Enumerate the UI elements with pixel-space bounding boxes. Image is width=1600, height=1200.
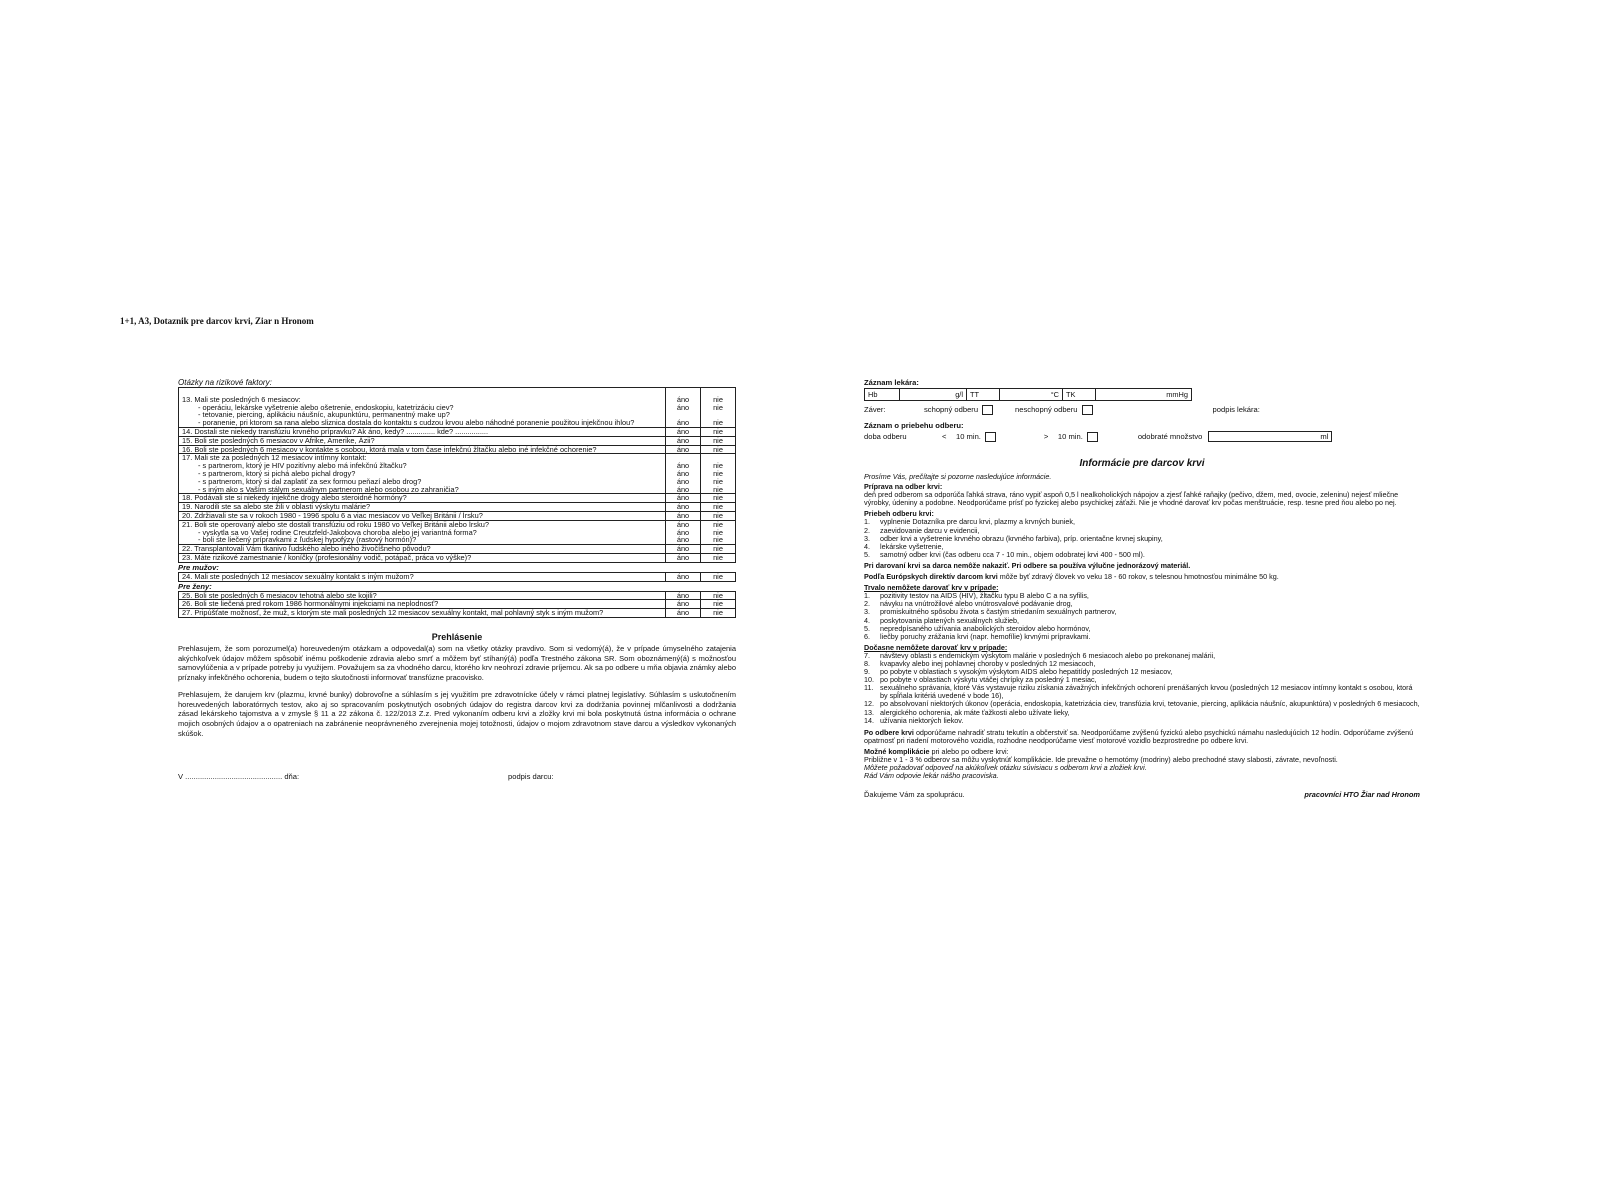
question-17a: - s partnerom, ktorý je HIV pozitívny alebo má infekčnú žltačku? — [198, 461, 407, 471]
question-row-27 — [179, 609, 736, 618]
less-than-sign: < — [942, 432, 947, 441]
no-option[interactable]: nie — [713, 418, 723, 428]
question-21b: - boli ste liečený prípravkami z ľudskej hypofýzy (rastový hormón)? — [198, 535, 417, 545]
permanent-item-text: poskytovania platených sexuálnych služieb, — [880, 615, 1020, 625]
yes-option[interactable]: áno — [676, 527, 690, 537]
permanent-item-number: 6. — [864, 631, 870, 641]
process-list — [864, 518, 1420, 558]
question-16: 16. Boli ste posledných 6 mesiacov v kontakte s osobou, ktorá mala v tom čase infekčnú žltačku alebo iné infekčné ochorenie? — [179, 445, 666, 454]
question-21a: - vyskytla sa vo Vašej rodine Creutzfeld-Jakobova choroba alebo jej variantná forma? — [198, 527, 477, 537]
complications-bold: Možné komplikácie — [864, 746, 930, 756]
doctor-signature-field[interactable]: podpis lekára: — [1212, 405, 1260, 414]
doctor-record-title: Záznam lekára: — [864, 378, 919, 387]
question-23: 23. Máte rizikové zamestnanie / koníčky (profesionálny vodič, potápač, práca vo výške)? — [179, 553, 666, 562]
yes-option[interactable]: áno — [676, 535, 690, 545]
complications-detail: Približne v 1 - 3 % odberov sa môžu vyskytnúť komplikácie. Ide prevažne o hemotómy (modriny) alebo prechodné stavy slabosti, závrate, nevoľnosti. — [864, 755, 1338, 764]
prep-text: deň pred odberom sa odporúča ľahká strava, ráno vypiť aspoň 0,5 l nealkoholických nápojov a zjesť ľahké raňajky (pečivo, džem, med, ovocie, zeleninu) nejesť mliečne výrobky, údeniny a podobne. Neodporúčame prísť po fyzickej alebo psychickej záťaži. Nie je vhodné darovať krv počas menštruácie, resp. tesne pred ňou alebo po nej. — [864, 490, 1399, 508]
question-row-17 — [179, 454, 736, 494]
permanent-list — [864, 592, 1420, 641]
yes-option[interactable]: áno — [676, 519, 690, 529]
question-27: 27. Pripúšťate možnosť, že muž, s ktorým ste mali posledných 12 mesiacov sexuálny kontakt, mal pohlavný styk s iným mužom? — [179, 609, 666, 618]
no-option[interactable]: nie — [701, 600, 736, 609]
eu-note-text: môže byť zdravý človek vo veku 18 - 60 rokov, s telesnou hmotnosťou minimálne 50 kg. — [999, 572, 1279, 582]
process-title: Priebeh odberu krvi: — [864, 509, 934, 519]
no-option[interactable]: nie — [713, 535, 723, 545]
no-option[interactable]: nie — [701, 427, 736, 436]
tk-label: TK — [1063, 389, 1096, 400]
information-page — [864, 378, 1420, 799]
question-22: 22. Transplantovali Vám tkanivo ľudského alebo iného živočíšneho pôvodu? — [179, 545, 666, 554]
yes-option[interactable]: áno — [666, 511, 701, 520]
amount-field[interactable]: ml — [1208, 431, 1332, 442]
info-intro: Prosíme Vás, prečítajte si pozorne nasledujúce informácie. — [864, 472, 1052, 481]
yes-option[interactable]: áno — [666, 553, 701, 562]
men-section-label: Pre mužov: — [178, 562, 219, 572]
process-item — [864, 535, 1420, 543]
temporary-item-text: kvapavky alebo inej pohlavnej choroby v posledných 12 mesiacoch, — [880, 658, 1096, 668]
unfit-label: neschopný odberu — [1015, 405, 1078, 414]
process-item-number: 2. — [864, 525, 870, 535]
temporary-title: Dočasne nemôžete darovať krv v prípade: — [864, 642, 1008, 652]
question-17b: - s partnerom, ktorý si pichá alebo pichal drogy? — [198, 468, 356, 478]
yes-option[interactable]: áno — [676, 394, 690, 404]
yes-option[interactable]: áno — [676, 402, 690, 412]
yes-option[interactable]: áno — [676, 484, 690, 494]
permanent-item-number: 5. — [864, 623, 870, 633]
after-collection-bold: Po odbere krvi — [864, 727, 914, 737]
process-item-number: 5. — [864, 549, 870, 559]
temporary-list — [864, 652, 1420, 725]
yes-option[interactable]: áno — [676, 476, 690, 486]
declaration-paragraph-1: Prehlasujem, že som porozumel(a) horeuvedeným otázkam a odpovedal(a) som na všetky otázky pravdivo. Som si vedomý(á), že v prípade úmyselného zatajenia akýchkoľvek údajov môžem spôsobiť inému poškodenie zdravia alebo smrť a môžem byť stíhaný(á) podľa Trestného zákona SR. Som oboznámený(á) s možnosťou samovylúčenia a v prípade potreby ju využijem. Považujem sa za vhodného darcu, ktorého krv neohrozí zdravie príjemcu. Ak sa po odbere u mňa objavia známky alebo príznaky infekčného ochorenia, budem o tejto skutočnosti informovať transfúzne pracovisko. — [178, 643, 736, 682]
question-row-14 — [179, 427, 736, 436]
question-13b: - tetovanie, piercing, aplikáciu náušníc, akupunktúru, permanentný make up? — [198, 410, 450, 420]
temporary-item-text: užívania niektorých liekov. — [880, 715, 964, 725]
question-17: 17. Mali ste za posledných 12 mesiacov intímny kontakt: — [182, 453, 367, 463]
permanent-item-text: návyku na vnútrožilové alebo vnútrosvalové podávanie drog, — [880, 599, 1073, 609]
no-option[interactable]: nie — [713, 402, 723, 412]
duration-label: doba odberu — [864, 432, 907, 441]
question-row-24 — [179, 572, 736, 581]
women-questions-table — [178, 591, 736, 618]
no-option[interactable]: nie — [713, 394, 723, 404]
permanent-item-text: nepredpísaného užívania anabolických steroidov alebo hormónov, — [880, 623, 1091, 633]
doctor-answer-note: Rád Vám odpovie lekár nášho pracoviska. — [864, 771, 999, 781]
duration-row — [864, 431, 1420, 442]
permanent-item-number: 3. — [864, 607, 870, 617]
risk-questions-table — [178, 387, 736, 563]
question-15: 15. Boli ste posledných 6 mesiacov v Afrike, Amerike, Ázii? — [179, 436, 666, 445]
under-ten-min-label: 10 min. — [956, 432, 981, 441]
info-body — [864, 473, 1420, 780]
question-17c: - s partnerom, ktorý si dal zaplatiť za sex formou peňazí alebo drog? — [198, 476, 422, 486]
yes-option[interactable]: áno — [676, 461, 690, 471]
under-ten-min-checkbox[interactable] — [985, 432, 996, 442]
question-21: 21. Boli ste operovaný alebo ste dostali transfúziu od roku 1980 vo Veľkej Británii alebo Írsku? — [182, 519, 489, 529]
info-footer — [864, 790, 1420, 799]
permanent-item-text: pozitivity testov na AIDS (HIV), žltačku typu B alebo C a na syfilis, — [880, 591, 1089, 601]
process-item-text: samotný odber krvi (čas odberu cca 7 - 10 min., objem odobratej krvi 400 - 500 ml). — [880, 549, 1145, 559]
declaration-paragraph-2: Prehlasujem, že darujem krv (plazmu, krvné bunky) dobrovoľne a súhlasím s jej využitím pre zdravotnícke účely v rámci platnej legislatívy. Súhlasím s uskutočnením horeuvedených laboratórnych testov, ako aj so spracovaním poskytnutých osobných údajov do registra darcov krvi za dodržania povinnej mlčanlivosti a dodržania zásad lekárskeho tajomstva a v zmysle § 11 a 22 zákona č. 122/2013 Z.z. Pred vykonaním odberu krvi a zložky krvi mi bola poskytnutá ústna informácia o ochrane mojich osobných údajov a o opatreniach na zabránenie neoprávneného zverejnenia mojej totožnosti, údajov o mojom zdravotnom stave darcu a výsledkov vykonaných skúšok. — [178, 690, 736, 738]
tk-field[interactable]: mmHg — [1166, 390, 1188, 399]
complications-label: pri alebo po odbere krvi: — [931, 746, 1009, 756]
no-option[interactable]: nie — [713, 468, 723, 478]
question-row-23 — [179, 553, 736, 562]
question-13: 13. Mali ste posledných 6 mesiacov: — [182, 394, 301, 404]
question-17d: - s iným ako s Vaším stálym sexuálnym partnerom alebo osobou zo zahraničia? — [198, 484, 459, 494]
amount-label: odobraté množstvo — [1137, 432, 1203, 441]
permanent-item — [864, 633, 1420, 641]
question-13a: - operáciu, lekárske vyšetrenie alebo ošetrenie, endoskopiu, katetrizáciu ciev? — [198, 402, 454, 412]
permanent-item-number: 1. — [864, 591, 870, 601]
question-13c: - poranenie, pri ktorom sa rana alebo sliznica dostala do kontaktu s cudzou krvou alebo náhodné poranenie použitou injekčnou ihlou? — [198, 418, 635, 428]
thanks-text: Ďakujeme Vám za spoluprácu. — [864, 790, 965, 800]
permanent-item-text: liečby poruchy zrážania krvi (napr. hemofílie) krvnými prípravkami. — [880, 631, 1091, 641]
no-option[interactable]: nie — [701, 436, 736, 445]
temporary-item-number: 8. — [864, 658, 870, 668]
no-option[interactable]: nie — [713, 476, 723, 486]
no-option[interactable]: nie — [713, 519, 723, 529]
no-infection-note: Pri darovaní krvi sa darca nemôže nakaziť. Pri odbere sa používa výlučne jednorázový materiál. — [864, 560, 1191, 570]
risk-factors-title: Otázky na rizikové faktory: — [178, 378, 272, 387]
temporary-item-number: 13. — [864, 707, 874, 717]
no-option[interactable]: nie — [713, 527, 723, 537]
signature-row — [178, 772, 736, 781]
eu-note — [864, 573, 1420, 581]
yes-option[interactable]: áno — [666, 609, 701, 618]
yes-option[interactable]: áno — [666, 600, 701, 609]
document-header: 1+1, A3, Dotaznik pre darcov krvi, Ziar n Hronom — [120, 316, 314, 326]
temporary-item — [864, 684, 1420, 700]
no-option[interactable]: nie — [701, 503, 736, 512]
yes-option[interactable]: áno — [666, 436, 701, 445]
temporary-item-text: návštevy oblasti s endemickým výskytom malárie v posledných 6 mesiacoch alebo po prekonanej malárii, — [880, 650, 1216, 660]
no-option[interactable]: nie — [701, 591, 736, 600]
process-item-text: vyplnenie Dotazníka pre darcu krvi, plazmy a krvných buniek, — [880, 517, 1075, 527]
greater-than-sign: > — [1043, 432, 1049, 441]
prep-title: Príprava na odber krvi: — [864, 482, 943, 492]
after-collection-text: odporúčame nahradiť stratu tekutín a občerstviť sa. Neodporúčame zvýšenú fyzickú alebo psychickú námahu nasledujúcich 12 hodín. Odporúčame zvýšenú opatrnosť pri riadení motorového vozidla, rozhodne neodporúčame viesť motorové vozidlo bezprostredne po odbere krvi. — [864, 727, 1414, 745]
after-collection-note — [864, 729, 1420, 745]
no-option[interactable]: nie — [701, 494, 736, 503]
temporary-item-number: 9. — [864, 667, 870, 677]
no-option[interactable]: nie — [713, 484, 723, 494]
no-option[interactable]: nie — [701, 553, 736, 562]
questions-note: Môžete požadovať odpoveď na akúkoľvek otázku súvisiacu s odberom krvi a zložiek krvi. — [864, 763, 1147, 773]
yes-option[interactable]: áno — [666, 545, 701, 554]
question-row-15 — [179, 436, 736, 445]
process-item-text: lekárske vyšetrenie, — [880, 541, 944, 551]
process-item-number: 3. — [864, 533, 870, 543]
no-option[interactable]: nie — [701, 445, 736, 454]
unfit-checkbox[interactable] — [1082, 405, 1093, 415]
process-item-text: odber krvi a vyšetrenie krvného obrazu (krvného farbiva), príp. orientačne krvnej skupiny, — [880, 533, 1163, 543]
yes-option[interactable]: áno — [666, 494, 701, 503]
women-section-label: Pre ženy: — [178, 581, 212, 591]
question-24: 24. Mali ste posledných 12 mesiacov sexuálny kontakt s iným mužom? — [179, 572, 666, 581]
permanent-item-number: 2. — [864, 599, 870, 609]
conclusion-row — [864, 404, 1420, 415]
question-20: 20. Zdržiavali ste sa v rokoch 1980 - 1996 spolu 6 a viac mesiacov vo Veľkej Británii / Írsku? — [179, 511, 666, 520]
fit-checkbox[interactable] — [982, 405, 993, 415]
collection-record-title: Záznam o priebehu odberu: — [864, 421, 964, 430]
permanent-title: Trvalo nemôžete darovať krv v prípade: — [864, 583, 999, 593]
no-option[interactable]: nie — [701, 609, 736, 618]
permanent-item-text: promiskuitného spôsobu života s častým striedaním sexuálnych partnerov, — [880, 607, 1117, 617]
declaration-title: Prehlásenie — [431, 631, 483, 642]
temporary-item-text: sexuálneho správania, ktoré Vás vystavuje riziku získania závažných infekčných ochorení prenášaných krvou (posledných 12 mesiacov intímny kontakt s osobou, ktorá by spĺňala kritériá uvedené v bode 16), — [880, 683, 1413, 701]
temporary-item-number: 7. — [864, 650, 870, 660]
info-title: Informácie pre darcov krvi — [1079, 458, 1205, 469]
question-25: 25. Boli ste posledných 6 mesiacov tehotná alebo ste kojili? — [179, 591, 666, 600]
permanent-item-number: 4. — [864, 615, 870, 625]
vitals-row — [864, 388, 1192, 401]
temporary-item-number: 12. — [864, 699, 874, 709]
temporary-item-number: 14. — [864, 715, 874, 725]
hb-label: Hb — [865, 389, 900, 400]
over-ten-min-checkbox[interactable] — [1087, 432, 1098, 442]
temporary-item — [864, 717, 1420, 725]
temporary-item-text: alergického ochorenia, ak máte ťažkosti alebo užívate lieky, — [880, 707, 1070, 717]
temporary-item-text: po pobyte v oblastiach výskytu vtáčej chrípky za posledný 1 mesiac, — [880, 675, 1097, 685]
eu-note-bold: Podľa Európskych direktív darcom krvi — [864, 572, 998, 582]
conclusion-label: Záver: — [864, 405, 886, 414]
yes-option[interactable]: áno — [666, 427, 701, 436]
yes-option[interactable]: áno — [676, 418, 690, 428]
process-item-number: 1. — [864, 517, 870, 527]
yes-option[interactable]: áno — [666, 572, 701, 581]
yes-option[interactable]: áno — [666, 445, 701, 454]
tt-field[interactable]: °C — [1000, 389, 1063, 400]
questionnaire-page — [178, 378, 736, 781]
temporary-item-number: 10. — [864, 675, 874, 685]
no-option[interactable]: nie — [701, 572, 736, 581]
process-item — [864, 551, 1420, 559]
yes-option[interactable]: áno — [666, 591, 701, 600]
hb-field[interactable]: g/l — [900, 389, 967, 400]
donor-signature-field[interactable]: podpis darcu: — [508, 772, 554, 782]
yes-option[interactable]: áno — [666, 503, 701, 512]
no-option[interactable]: nie — [701, 511, 736, 520]
question-14: 14. Dostali ste niekedy transfúziu krvného prípravku? Ak áno, kedy? .............. kde? ................ — [179, 427, 666, 436]
temporary-item-text: po pobyte v oblastiach s vysokým výskytom AIDS alebo hepatitídy posledných 12 mesiacov, — [880, 667, 1173, 677]
no-option[interactable]: nie — [701, 545, 736, 554]
process-item-number: 4. — [864, 541, 870, 551]
question-row-21 — [179, 520, 736, 544]
temporary-item-text: po absolvovaní niektorých úkonov (operácia, endoskopia, katetrizácia ciev, transfúzia krvi, tetovanie, piercing, aplikácia náušníc, akupunktúra) v posledných 6 mesiacoch, — [880, 699, 1420, 709]
over-ten-min-label: 10 min. — [1057, 432, 1083, 441]
no-option[interactable]: nie — [713, 461, 723, 471]
question-row-13 — [179, 388, 736, 428]
men-questions-table — [178, 572, 736, 582]
place-date-field[interactable]: V .............................................. dňa: — [178, 772, 300, 782]
staff-signature: pracovníci HTO Žiar nad Hronom — [1304, 790, 1420, 800]
question-26: 26. Boli ste liečená pred rokom 1986 hormonálnymi injekciami na neplodnosť? — [179, 600, 666, 609]
fit-label: schopný odberu — [924, 405, 979, 414]
temporary-item-number: 11. — [864, 683, 874, 693]
process-item-text: zaevidovanie darcu v evidencii, — [880, 525, 980, 535]
question-18: 18. Podávali ste si niekedy injekčne drogy alebo steroidné hormóny? — [179, 494, 666, 503]
question-19: 19. Narodili ste sa alebo ste žili v oblasti výskytu malárie? — [179, 503, 666, 512]
tt-label: TT — [967, 389, 1000, 400]
yes-option[interactable]: áno — [676, 468, 690, 478]
